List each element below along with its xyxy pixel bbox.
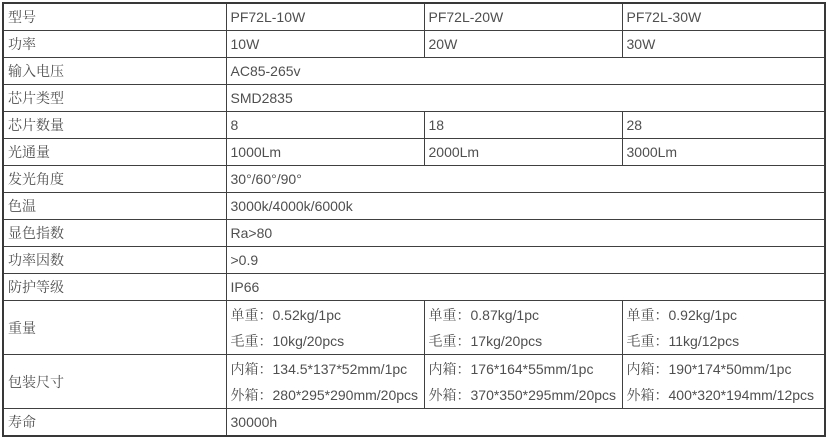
color-temp-cell: 3000k/4000k/6000k [226,193,825,220]
power-factor-cell: >0.9 [226,247,825,274]
package-size-cell [424,355,622,409]
weight-cell [424,301,622,355]
net-weight: 单重：0.92kg/1pc [626,306,737,323]
chip-count-cell: 28 [622,112,825,139]
model-cell: PF72L-30W [622,3,825,31]
row-label: 芯片数量 [3,112,226,139]
table-row-color-temp [3,193,825,220]
outer-box: 外箱：280*295*290mm/20pcs [230,386,419,403]
input-voltage-cell: AC85-265v [226,58,825,85]
row-label: 包装尺寸 [3,355,226,409]
chip-count-cell: 8 [226,112,424,139]
inner-box: 内箱：190*174*50mm/1pc [626,360,792,377]
net-weight: 单重：0.87kg/1pc [428,306,539,323]
model-cell: PF72L-10W [226,3,424,31]
inner-box: 内箱：176*164*55mm/1pc [428,360,594,377]
table-row-package-size [3,355,825,409]
cri-cell: Ra>80 [226,220,825,247]
net-weight: 单重：0.52kg/1pc [230,306,341,323]
row-label: 输入电压 [3,58,226,85]
inner-box: 内箱：134.5*137*52mm/1pc [230,360,408,377]
table-row-input-voltage [3,58,825,85]
table-row-luminous-flux [3,139,825,166]
luminous-flux-cell: 1000Lm [226,139,424,166]
ip-rating-cell: IP66 [226,274,825,301]
chip-count-cell: 18 [424,112,622,139]
power-cell: 30W [622,31,825,58]
weight-cell [226,301,424,355]
beam-angle-cell: 30°/60°/90° [226,166,825,193]
row-label: 发光角度 [3,166,226,193]
row-label: 色温 [3,193,226,220]
outer-box: 外箱：400*320*194mm/12pcs [626,386,815,403]
lifespan-cell: 30000h [226,409,825,437]
row-label: 显色指数 [3,220,226,247]
luminous-flux-cell: 2000Lm [424,139,622,166]
row-label: 防护等级 [3,274,226,301]
row-label: 芯片类型 [3,85,226,112]
luminous-flux-cell: 3000Lm [622,139,825,166]
table-row-chip-count [3,112,825,139]
table-row-cri [3,220,825,247]
table-row-beam-angle [3,166,825,193]
power-cell: 10W [226,31,424,58]
chip-type-cell: SMD2835 [226,85,825,112]
table-row-model [3,3,825,31]
row-label: 功率 [3,31,226,58]
spec-table [2,2,826,437]
row-label: 重量 [3,301,226,355]
table-row-chip-type [3,85,825,112]
package-size-cell [226,355,424,409]
row-label: 寿命 [3,409,226,437]
gross-weight: 毛重：10kg/20pcs [230,332,345,349]
table-row-ip-rating [3,274,825,301]
outer-box: 外箱：370*350*295mm/20pcs [428,386,617,403]
row-label: 功率因数 [3,247,226,274]
row-label: 光通量 [3,139,226,166]
gross-weight: 毛重：17kg/20pcs [428,332,543,349]
power-cell: 20W [424,31,622,58]
table-row-power [3,31,825,58]
package-size-cell [622,355,825,409]
row-label: 型号 [3,3,226,31]
table-row-weight [3,301,825,355]
weight-cell [622,301,825,355]
table-row-power-factor [3,247,825,274]
gross-weight: 毛重：11kg/12pcs [626,332,740,349]
table-row-lifespan [3,409,825,437]
model-cell: PF72L-20W [424,3,622,31]
